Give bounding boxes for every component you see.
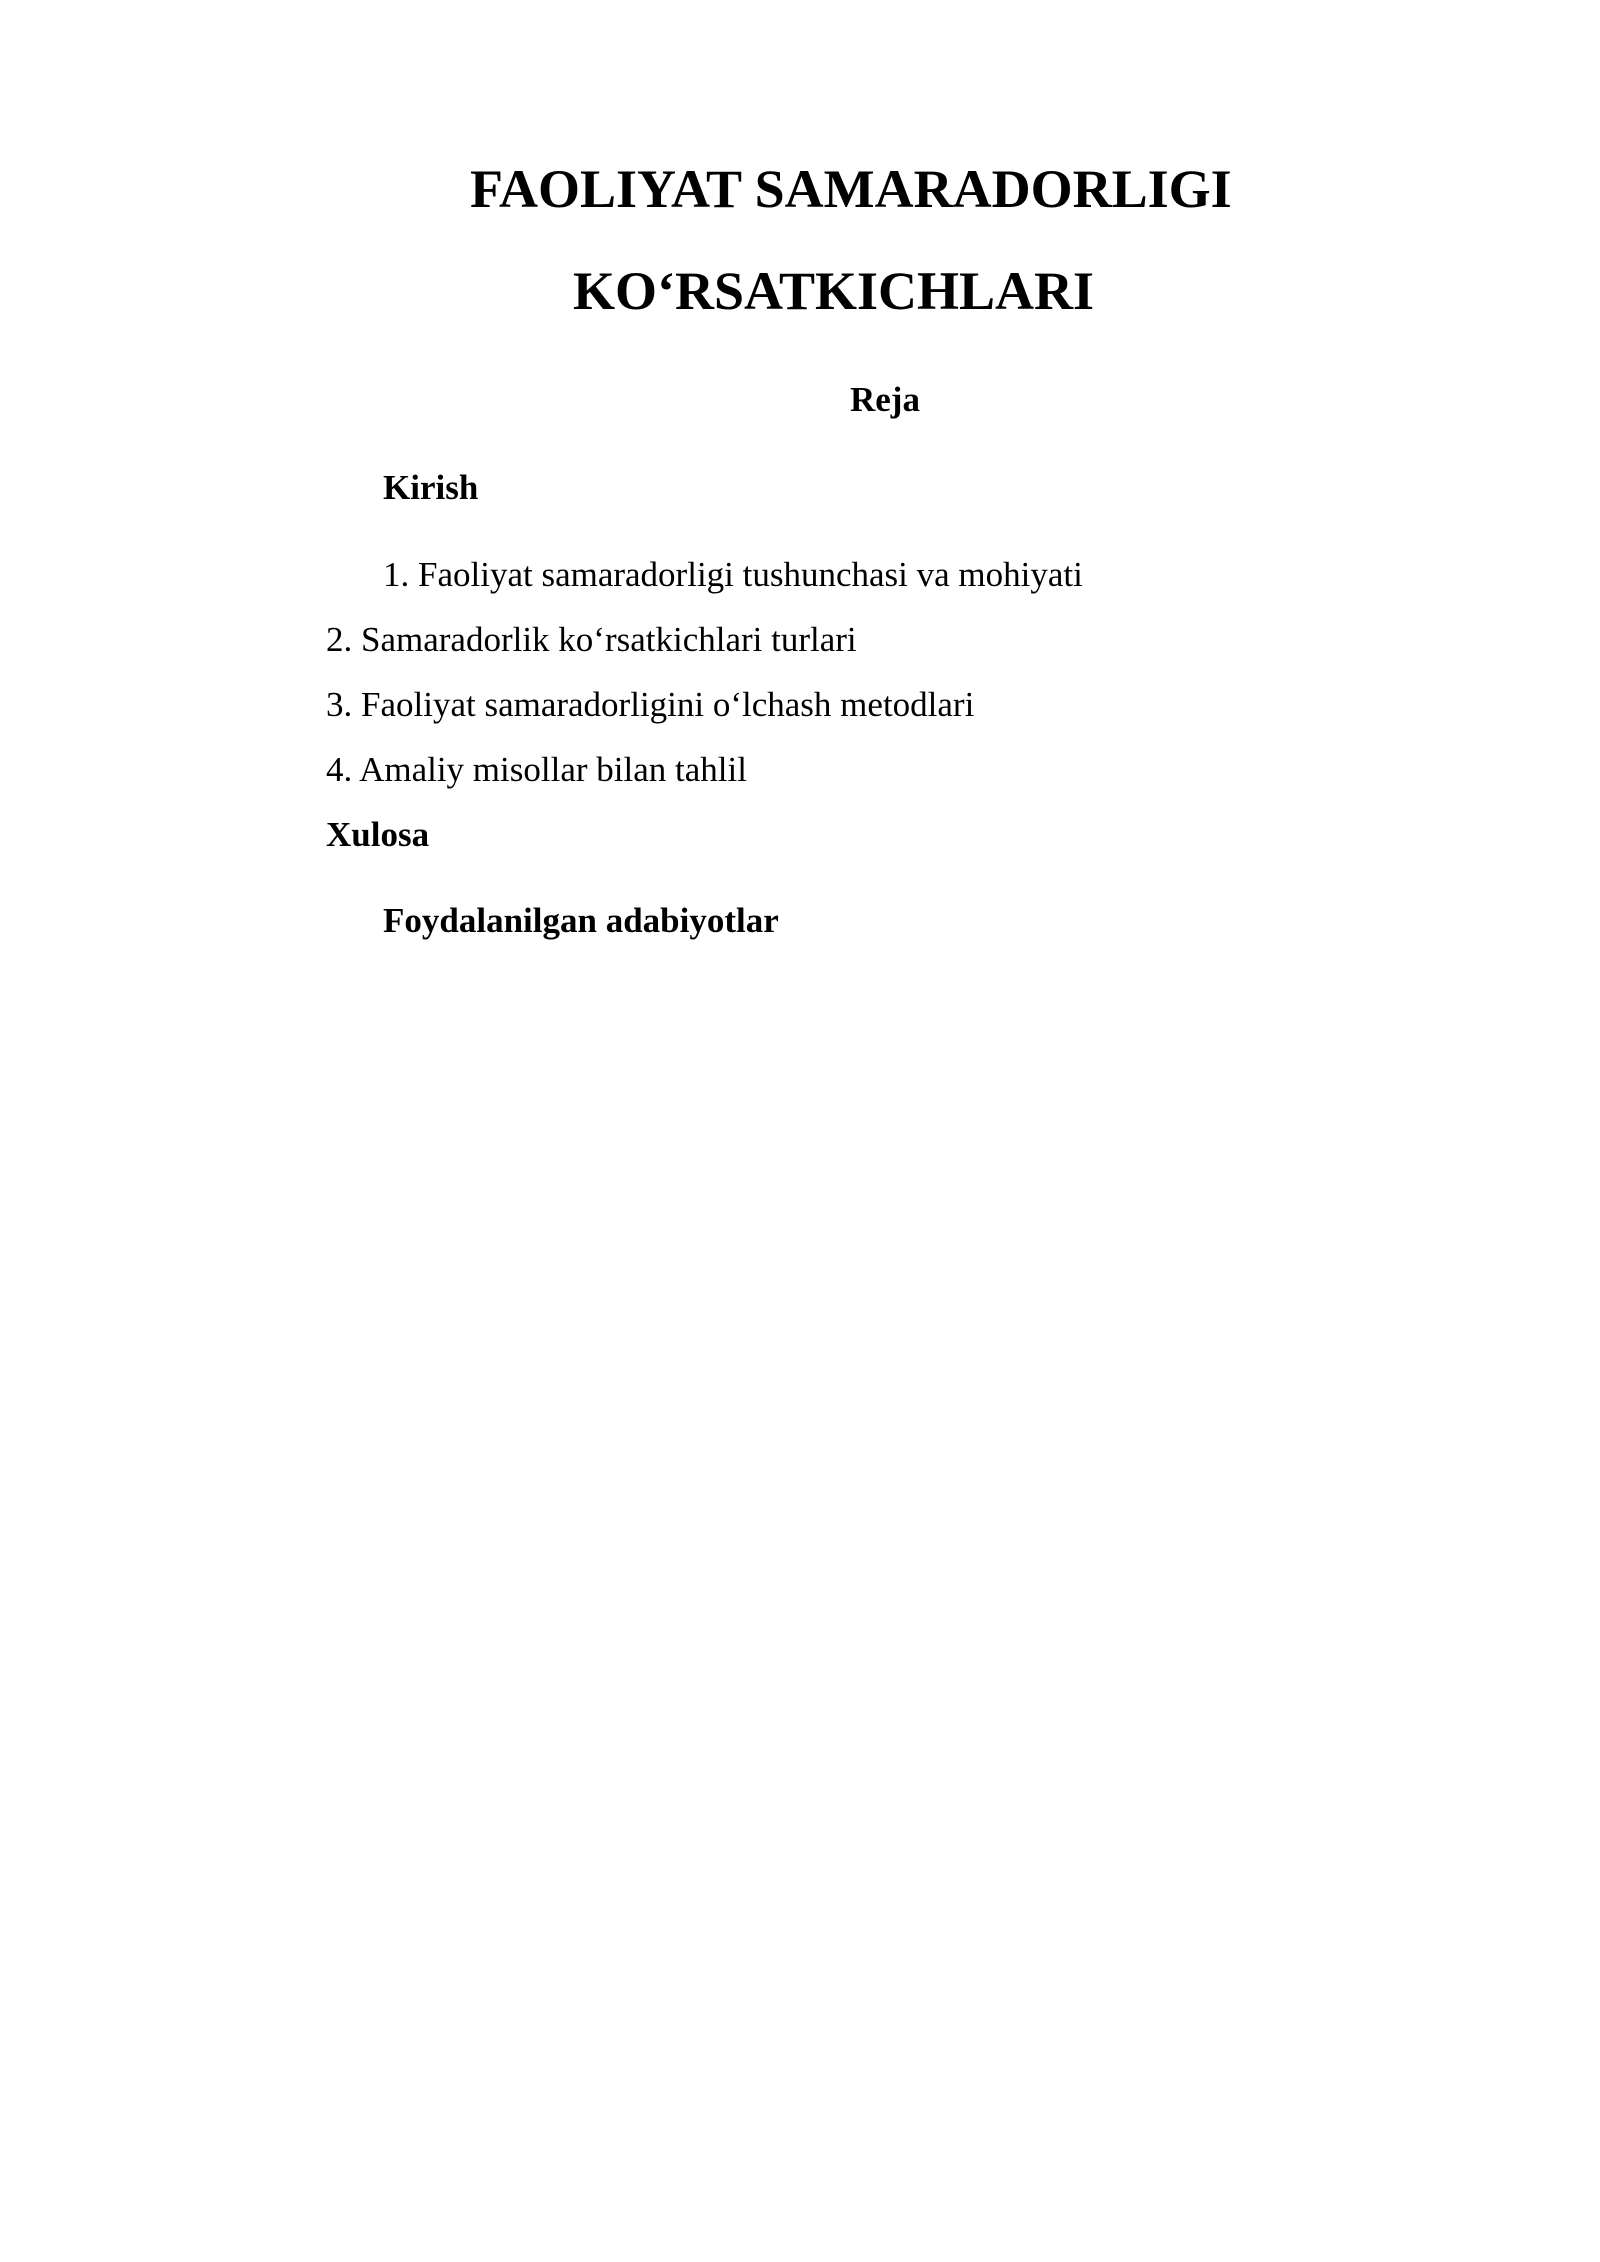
- plan-item: 3. Faoliyat samaradorligini o‘lchash metodlari: [326, 685, 975, 724]
- conclusion-heading: Xulosa: [326, 815, 430, 854]
- plan-heading: Reja: [850, 380, 920, 419]
- document-title-line-1: FAOLIYAT SAMARADORLIGI: [470, 159, 1232, 219]
- plan-item: 1. Faoliyat samaradorligi tushunchasi va mohiyati: [383, 555, 1083, 594]
- plan-item: 2. Samaradorlik ko‘rsatkichlari turlari: [326, 620, 857, 659]
- intro-heading: Kirish: [383, 468, 479, 507]
- plan-item: 4. Amaliy misollar bilan tahlil: [326, 750, 747, 789]
- document-title-line-2: KO‘RSATKICHLARI: [573, 261, 1095, 321]
- references-heading: Foydalanilgan adabiyotlar: [383, 901, 779, 940]
